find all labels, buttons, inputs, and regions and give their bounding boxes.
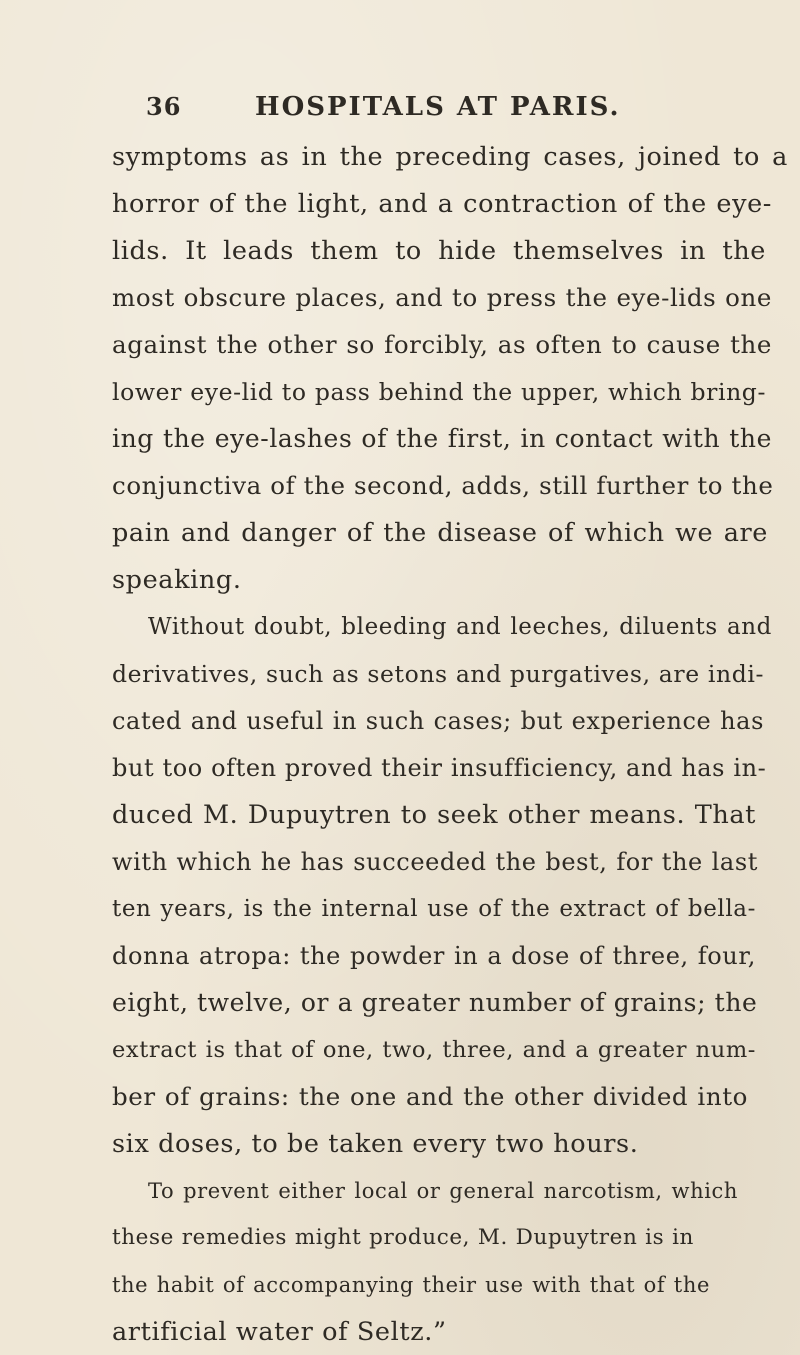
text-line: the habit of accompanying their use with that of the xyxy=(112,1273,710,1297)
text-line: against the other so forcibly, as often to cause the xyxy=(112,330,772,359)
text-line: speaking. xyxy=(112,565,242,595)
text-line: six doses, to be taken every two hours. xyxy=(112,1129,639,1159)
text-line: with which he has succeeded the best, for the last xyxy=(112,848,758,876)
running-title: HOSPITALS AT PARIS. xyxy=(255,92,621,122)
text-line: extract is that of one, two, three, and a greater num- xyxy=(112,1037,756,1063)
text-line: horror of the light, and a contraction of the eye- xyxy=(112,189,772,219)
text-line: artificial water of Seltz.” xyxy=(112,1317,447,1347)
text-line: these remedies might produce, M. Dupuytren is in xyxy=(112,1225,694,1250)
page-number: 36 xyxy=(146,92,182,121)
text-line: lower eye-lid to pass behind the upper, which bring- xyxy=(112,378,766,406)
text-line: Without doubt, bleeding and leeches, diluents and xyxy=(148,614,772,640)
text-line: symptoms as in the preceding cases, joined to a xyxy=(112,142,788,172)
text-line: but too often proved their insufficiency, and has in- xyxy=(112,754,767,782)
text-line: most obscure places, and to press the eye-lids one xyxy=(112,283,772,312)
text-line: ber of grains: the one and the other divided into xyxy=(112,1082,748,1111)
text-line: eight, twelve, or a greater number of grains; the xyxy=(112,988,758,1017)
text-line: ten years, is the internal use of the extract of bella- xyxy=(112,896,756,922)
text-line: To prevent either local or general narcotism, which xyxy=(148,1179,738,1203)
text-line: donna atropa: the powder in a dose of three, four, xyxy=(112,942,756,970)
text-line: derivatives, such as setons and purgatives, are indi- xyxy=(112,660,764,688)
text-line: cated and useful in such cases; but experience has xyxy=(112,707,764,735)
text-line: duced M. Dupuytren to seek other means. That xyxy=(112,800,756,830)
text-line: pain and danger of the disease of which we are xyxy=(112,518,768,548)
text-line: conjunctiva of the second, adds, still further to the xyxy=(112,471,774,500)
text-line: lids. It leads them to hide themselves in the xyxy=(112,236,766,266)
page-header xyxy=(0,92,800,138)
text-line: ing the eye-lashes of the first, in contact with the xyxy=(112,424,772,453)
